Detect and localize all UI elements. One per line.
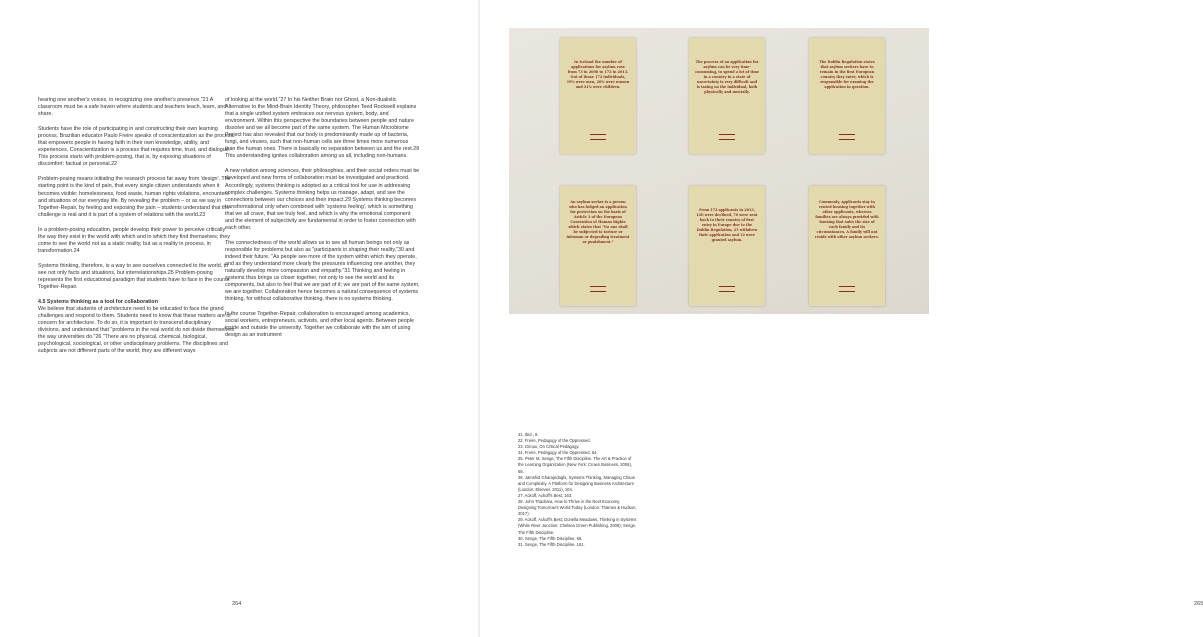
section-heading: 4.5 Systems thinking as a tool for collaboration [38,299,158,306]
footnote: 23. Giroux, On Critical Pedagogy. [518,444,580,450]
paragraph: We believe that students of architecture need to be educated to face the grand challenges and respond to them. Students need to know that these matters are of concern for architecture. To do so, it is important to transcend disciplinary divisions, and understand that "problems in the real world do not divide themselves the way universities do."26 "There are no physical, chemical, biological, psychological, sociological, or other undisciplinary problems. The disciplines and subjects are not different parts of the world; they are different ways [38,306,234,355]
poster-text: The process of an application for asylum can be very time-consuming, to spend a lot of time in a country in a state of uncertainty is very difficult and is taxing on the individual, both physically and mentally. [695,60,759,95]
poster-logo [719,134,735,140]
poster-text: The Dublin Regulation states that asylum seekers have to remain in the first European country they enter, which is responsible for examing the application in question. [819,60,875,90]
footnote: 22. Freire, Pedagogy of the Oppressed. [518,438,591,444]
paragraph: hearing one another's voices, in recognizing one another's presence."21 A classroom must be a safe haven where students and teachers teach, learn, and share. [38,97,227,118]
left-page [0,0,480,637]
page-number: 264 [232,601,242,607]
poster-logo [590,134,606,140]
footnote: 26. Jamshid Gharajedaghi, Systems Thinking, Managing Chaos and Complexity. A Platform for Designing Business Architecture (London: Elsevier, 2011), 104. [518,474,635,492]
paragraph: Problem-posing means initiating the research process far away from 'design'. The starting point is the kind of pain, that every single citizen understands when it becomes visible: homelessness, food waste, human rights violations, encounters and situations of our everyday life. By revealing the problem – or as we say in Together-Repair, by feeling and exposing the pain – students understand that the challenge is real and it is part of a system of relations with the world.23 [38,176,231,218]
poster-text: In Iceland the number of applications for asylum rose from 73 in 2008 to 172 in 2013. Out of those 172 individuals, 19% were men, 20% were women and 21% were children. [566,60,630,90]
paragraph: In a problem-posing education, people develop their power to perceive critically the way they exist in the world with which and in which they find themselves; they come to see the world not as a static reality, but as a reality in process, in transformation.24 [38,226,230,254]
page-number: 265 [1194,601,1203,607]
poster [809,38,885,154]
left-column-2 [225,97,420,347]
poster [560,38,636,154]
paragraph: In the course Together-Repair, collaboration is encouraged among academics, social workers, entrepreneurs, activists, and other local agents. Between people inside and outside the university. Together we collaborate with the aim of using design as an instrument [225,311,414,339]
poster-logo [719,286,735,292]
poster [689,186,765,306]
paragraph: A new relation among sciences, their philosophies, and their social orders must be developed and new forms of collaboration must be investigated and practiced. Accordingly, systems thinking is adopted as a critical tool for use in addressing complex challenges. Systems thinking helps us manage, adapt, and see the connections between our choices and their impact.29 Systems thinking becomes transformational only when combined with 'systems feeling', which is something that we all crave, that we truly feel, and which is why the emotional component and the element of subjectivity are fundamental in order to foster connection with each other. [225,168,420,231]
footnote: 25. Peter M. Senge, The Fifth Discipline. The Art & Practice of the Learning Organization (New York: Crown Business, 2006), 68. [518,456,632,474]
footnotes [518,432,638,548]
footnote: 24. Freire, Pedagogy of the Oppressed, 54. [518,450,598,456]
poster-text: An asylum seeker is a person who has lodged an application for protection on the basis of Article 3 of the European Convention of Human Rights which states that "No one shall be subjected to torture or inhuman or degrading treatment or punishment." [566,200,630,245]
poster-logo [590,286,606,292]
paragraph: Students have the role of participating in and constructing their own learning process. Brazilian educator Paulo Freire speaks of conscientization as the process that empowers people in having faith in their own knowledge, ability, and experiences. Conscientization is a process that requires time, trust, and dialogue. This process starts with problem-posing, that is, by exposing situations of discomfort: factual or personal.22 [38,126,234,168]
exhibition-photo [509,28,929,314]
left-column-1 [38,97,234,363]
footnote: 21. Ibid., 9. [518,432,539,437]
footnote: 31. Senge, The Fifth Discipline, 161. [518,541,585,547]
paragraph: The connectedness of the world allows us to see all human beings not only as responsible for problems but also as "participants in shaping their reality,"30 and indeed their future. "As people see more of the system within which they operate, and as they understand more clearly the pressures influencing one another, they naturally develop more compassion and empathy."31 Thinking and feeling in systems thus brings us closer together, not only to see the world and its components, but also to feel that we are part of it; we are part of the same system, we are together. Collaboration hence becomes a natural consequence of systems thinking, for without collaborative thinking, there is no systems thinking. [225,239,420,303]
poster-text: Commonly, applicants stay in rented housing together with other applicants, whereas families are always provided with housing that suits the size of each family and its circumstances. A family will not reside with other asylum seekers. [815,200,879,240]
footnote: 28. John Thackara, How to Thrive in the Next Economy. Designing Tomorrow's World Today (London: Thames & Hudson, 2017). [518,499,637,517]
poster-text: From 172 applicants in 2013, 120 were declined, 70 were sent back to their country of first entry in Europe due to the Dublin Regulation, 25 withdrew their application and 12 were granted asylum. [696,208,758,243]
paragraph: Systems thinking, therefore, is a way to see ourselves connected to the world, to see not only facts and situations, but interrelationships.25 Problem-posing represents the first educational paradigm that students have to face in the course Together-Repair. [38,262,230,291]
poster-logo [839,286,855,292]
footnote: 30. Senge, The Fifth Discipline, 69. [518,535,583,541]
poster [689,38,765,154]
poster-logo [839,134,855,140]
poster [809,186,885,306]
footnote: 27. Ackoff, Ackoff's Best, 163. [518,492,573,498]
footnote: 29. Ackoff, Ackoff's Best; Donella Meadows, Thinking in Systems (White River Junction: Chelsea Green Publishing, 2008); Senge, The Fifth Discipline. [518,517,637,535]
paragraph: of looking at the world."27 In his Neither Brain nor Ghost, a Non-dualistic Alternative to the Mind-Brain Identity Theory, philosopher Teed Rockwell explains that a single unified system embraces our nervous system, body, and environment. Within this perspective the boundaries between people and nature dissolve and we all become part of the same system. The Human Microbiome Project has also revealed that our body is predominantly made up of bacteria, fungi, and viruses, such that non-human cells are three times more numerous than the human ones. There is basically no separation between us and the rest.28 This understanding ignites collaboration among us all, including non-humans. [225,97,420,160]
poster [560,186,636,306]
